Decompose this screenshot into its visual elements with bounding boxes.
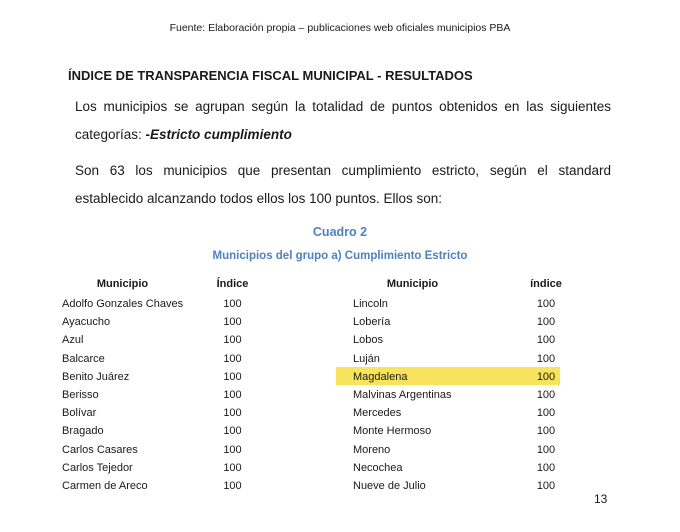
table-cell-municipio: Magdalena [353,370,408,383]
table-cell-municipio: Mercedes [353,407,402,420]
table-cell-spacer [275,350,345,368]
table-cell-municipio: Lobos [353,334,383,347]
table-cell-indice: 100 [536,407,556,420]
table-cell-municipio: Carmen de Areco [62,479,148,492]
table-cell-indice: 100 [536,388,556,401]
table-cell-municipio: Bolívar [62,407,97,420]
table-cell-municipio: Balcarce [62,352,105,365]
table-cell-spacer [275,313,345,331]
table-cell-indice: 100 [536,370,556,383]
table-cell-municipio: Berisso [62,388,99,401]
table-cell-indice: 100 [536,461,556,474]
table-cell-municipio: Moreno [353,443,391,456]
table-cell-municipio: Malvinas Argentinas [353,388,452,401]
table-cell-indice: 100 [223,461,242,474]
table-cell-spacer [275,459,345,477]
column-spacer [275,274,345,295]
column-header-municipio-left: Municipio [96,278,149,290]
table-cell-indice: 100 [223,334,242,347]
table-cell-municipio: Nueve de Julio [353,479,426,492]
table-cell-municipio: Monte Hermoso [353,425,432,438]
table-cell-indice: 100 [223,443,242,456]
table-cell-municipio: Carlos Casares [62,443,138,456]
table-cell-indice: 100 [223,388,242,401]
table-cell-municipio: Azul [62,334,84,347]
table-cell-municipio: Ayacucho [62,316,111,329]
source-note: Fuente: Elaboración propia – publicaciones web oficiales municipios PBA [169,22,511,34]
table-cell-municipio: Carlos Tejedor [62,461,133,474]
table-cell-indice: 100 [223,479,242,492]
table-cell-spacer [275,295,345,313]
table-cell-indice: 100 [536,334,556,347]
section-title: ÍNDICE DE TRANSPARENCIA FISCAL MUNICIPAL - RESULTADOS [68,68,473,83]
table-cell-municipio: Necochea [353,461,403,474]
paragraph-grouping-emphasis: -Estricto cumplimiento [145,127,292,142]
paragraph-count: Son 63 los municipios que presentan cumplimiento estricto, según el standard establecido alcanzando todos ellos los 100 puntos. Ellos son: [75,163,611,206]
table-cell-municipio: Luján [353,352,380,365]
municipalities-table [55,274,612,495]
table-cell-municipio: Lincoln [353,298,388,310]
table-cell-spacer [275,386,345,404]
table-cell-indice: 100 [223,425,242,438]
table-cell-indice: 100 [536,298,556,310]
paragraph-grouping [75,93,611,149]
column-header-indice-right: índice [530,278,562,290]
table-cell-spacer [275,422,345,440]
table-cell-indice: 100 [536,425,556,438]
table-subtitle: Municipios del grupo a) Cumplimiento Estricto [212,250,468,262]
table-cell-spacer [275,477,345,495]
table-cell-municipio: Lobería [353,316,391,329]
table-cell-spacer [275,368,345,386]
table-cell-indice: 100 [536,479,556,492]
column-header-municipio-right: Municipio [386,278,439,290]
column-header-indice-left: Índice [216,278,249,290]
table-cell-indice: 100 [223,352,242,365]
table-cell-spacer [275,404,345,422]
table-cell-indice: 100 [223,298,242,310]
table-cell-indice: 100 [536,443,556,456]
page-number: 13 [594,492,608,506]
table-cell-indice: 100 [223,407,242,420]
table-cell-spacer [275,331,345,349]
table-cell-municipio: Benito Juárez [62,370,130,383]
paragraph-grouping-text: Los municipios se agrupan según la totalidad de puntos obtenidos en las siguientes categorías: [75,99,611,142]
table-cell-indice: 100 [536,352,556,365]
table-cell-indice: 100 [223,370,242,383]
table-cell-indice: 100 [223,316,242,329]
table-cell-municipio: Adolfo Gonzales Chaves [62,298,184,310]
table-cell-municipio: Bragado [62,425,104,438]
table-cell-indice: 100 [536,316,556,329]
table-caption: Cuadro 2 [312,225,368,239]
table-cell-spacer [275,441,345,459]
